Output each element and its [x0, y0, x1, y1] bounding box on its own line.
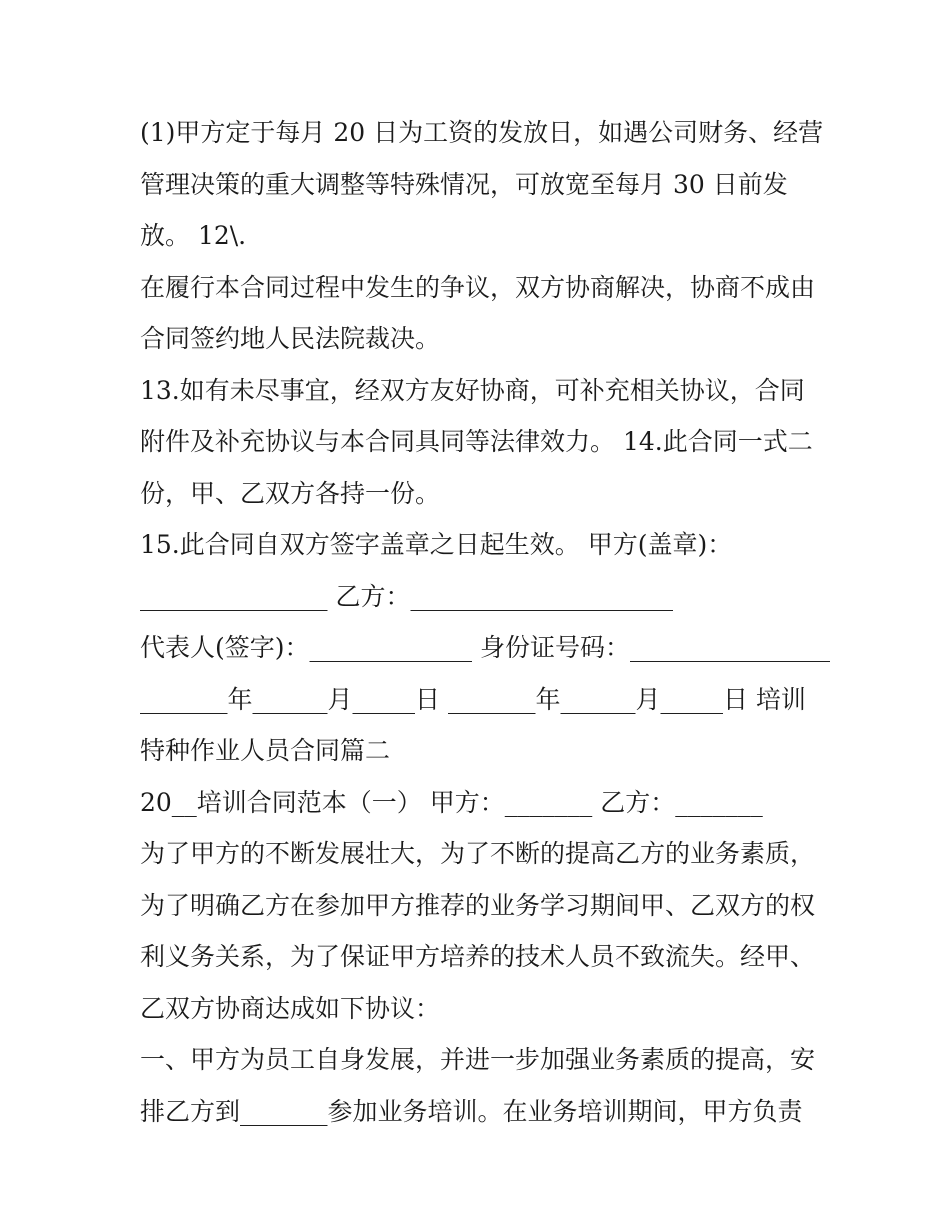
section-heading: 特种作业人员合同篇二 — [140, 736, 391, 765]
text-line: 份，甲、乙双方各持一份。 — [140, 478, 441, 508]
text-line: 13.如有未尽事宜，经双方友好协商，可补充相关协议，合同 — [140, 375, 805, 405]
signature-blank-line: 代表人(签字)：_____________ 身份证号码：________________ — [140, 633, 830, 662]
date-blank-line: _______年______月_____日 _______年______月_____日 培训 — [140, 684, 806, 714]
text-line: 在履行本合同过程中发生的争议，双方协商解决，协商不成由 — [140, 272, 816, 302]
text-line: 15.此合同自双方签字盖章之日起生效。 甲方(盖章)： — [140, 530, 733, 559]
contract-title-line: 20__培训合同范本（一） 甲方：_______ 乙方：_______ — [140, 787, 763, 817]
text-line: 放。 12\. — [140, 221, 247, 250]
text-line: 为了甲方的不断发展壮大，为了不断的提高乙方的业务素质， — [140, 839, 816, 868]
text-line: 利义务关系，为了保证甲方培养的技术人员不致流失。经甲、 — [140, 942, 816, 971]
signature-blank-line: _______________ 乙方：_____________________ — [140, 581, 673, 611]
text-line: (1)甲方定于每月 20 日为工资的发放日，如遇公司财务、经营 — [140, 118, 824, 147]
text-line: 附件及补充协议与本合同具同等法律效力。 14.此合同一式二 — [140, 427, 813, 456]
text-line: 为了明确乙方在参加甲方推荐的业务学习期间甲、乙双方的权 — [140, 890, 816, 920]
text-line: 合同签约地人民法院裁决。 — [140, 324, 441, 353]
text-line: 乙双方协商达成如下协议： — [140, 993, 441, 1023]
document-body — [140, 107, 830, 1137]
text-line: 管理决策的重大调整等特殊情况，可放宽至每月 30 日前发 — [140, 169, 788, 199]
text-line: 排乙方到_______参加业务培训。在业务培训期间，甲方负责 — [140, 1096, 803, 1126]
text-line: 一、甲方为员工自身发展，并进一步加强业务素质的提高，安 — [140, 1045, 816, 1074]
